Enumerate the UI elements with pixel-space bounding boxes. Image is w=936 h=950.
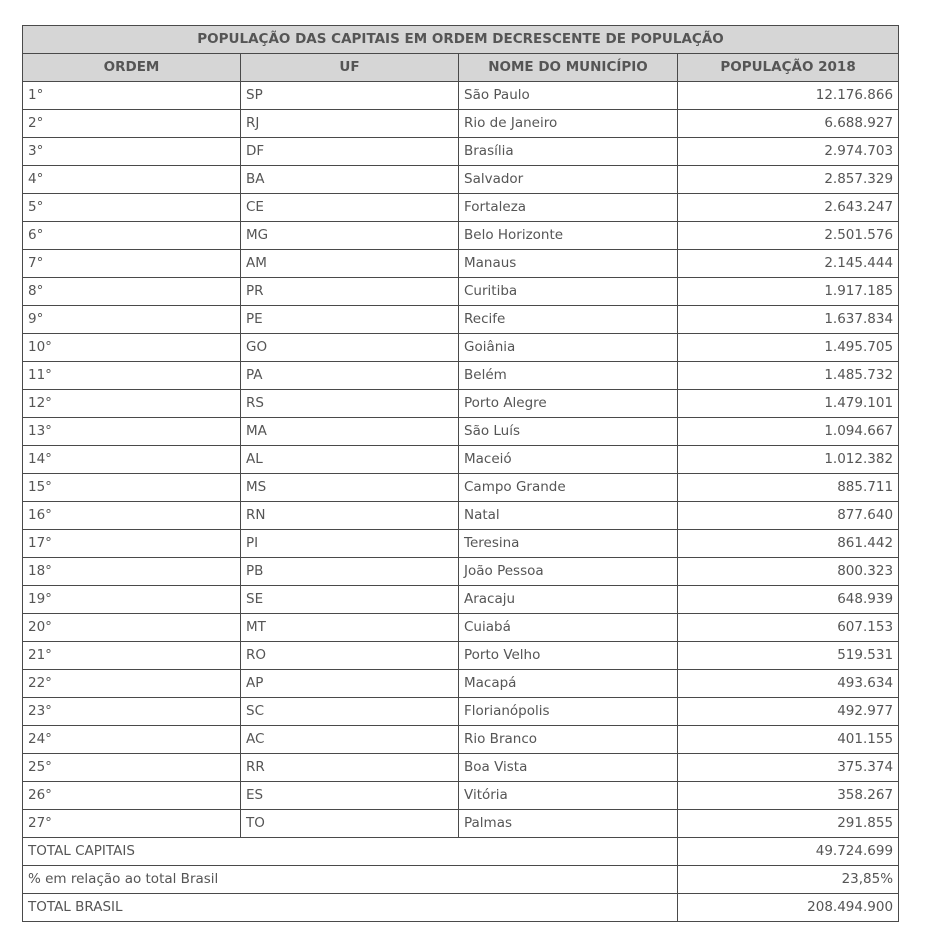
table-row: [23, 166, 899, 194]
cell-ordem: 9°: [23, 306, 241, 334]
cell-municipio: Goiânia: [459, 334, 678, 362]
table-row: [23, 474, 899, 502]
cell-ordem: 26°: [23, 782, 241, 810]
table-row: [23, 642, 899, 670]
cell-populacao: 2.974.703: [678, 138, 899, 166]
cell-uf: SC: [241, 698, 459, 726]
footer-value: 49.724.699: [678, 838, 899, 866]
cell-ordem: 27°: [23, 810, 241, 838]
cell-populacao: 2.857.329: [678, 166, 899, 194]
table-row: [23, 194, 899, 222]
cell-ordem: 25°: [23, 754, 241, 782]
cell-uf: SP: [241, 82, 459, 110]
table-row: [23, 110, 899, 138]
cell-municipio: Macapá: [459, 670, 678, 698]
cell-populacao: 12.176.866: [678, 82, 899, 110]
cell-populacao: 358.267: [678, 782, 899, 810]
table-row: [23, 726, 899, 754]
header-municipio: NOME DO MUNICÍPIO: [459, 54, 678, 82]
cell-populacao: 877.640: [678, 502, 899, 530]
cell-uf: PB: [241, 558, 459, 586]
cell-municipio: Maceió: [459, 446, 678, 474]
cell-ordem: 13°: [23, 418, 241, 446]
footer-value: 23,85%: [678, 866, 899, 894]
cell-uf: MT: [241, 614, 459, 642]
cell-uf: DF: [241, 138, 459, 166]
header-populacao: POPULAÇÃO 2018: [678, 54, 899, 82]
cell-ordem: 19°: [23, 586, 241, 614]
cell-populacao: 492.977: [678, 698, 899, 726]
cell-ordem: 2°: [23, 110, 241, 138]
cell-populacao: 607.153: [678, 614, 899, 642]
table-row: [23, 362, 899, 390]
cell-ordem: 10°: [23, 334, 241, 362]
cell-uf: MA: [241, 418, 459, 446]
table-row: [23, 782, 899, 810]
cell-populacao: 2.501.576: [678, 222, 899, 250]
cell-municipio: João Pessoa: [459, 558, 678, 586]
header-uf: UF: [241, 54, 459, 82]
table-row: [23, 334, 899, 362]
cell-ordem: 8°: [23, 278, 241, 306]
cell-populacao: 2.145.444: [678, 250, 899, 278]
cell-uf: BA: [241, 166, 459, 194]
table-row: [23, 82, 899, 110]
cell-uf: RS: [241, 390, 459, 418]
cell-populacao: 885.711: [678, 474, 899, 502]
cell-populacao: 2.643.247: [678, 194, 899, 222]
table-title-row: [23, 26, 899, 54]
cell-municipio: Palmas: [459, 810, 678, 838]
table-row: [23, 446, 899, 474]
cell-ordem: 14°: [23, 446, 241, 474]
cell-uf: PE: [241, 306, 459, 334]
cell-municipio: Belo Horizonte: [459, 222, 678, 250]
cell-uf: SE: [241, 586, 459, 614]
population-table: [22, 25, 899, 922]
cell-municipio: Florianópolis: [459, 698, 678, 726]
cell-ordem: 4°: [23, 166, 241, 194]
cell-uf: AC: [241, 726, 459, 754]
cell-ordem: 3°: [23, 138, 241, 166]
cell-ordem: 22°: [23, 670, 241, 698]
cell-ordem: 23°: [23, 698, 241, 726]
table-row: [23, 418, 899, 446]
cell-municipio: Rio de Janeiro: [459, 110, 678, 138]
footer-label: TOTAL BRASIL: [23, 894, 678, 922]
cell-populacao: 493.634: [678, 670, 899, 698]
cell-ordem: 20°: [23, 614, 241, 642]
cell-ordem: 1°: [23, 82, 241, 110]
cell-ordem: 7°: [23, 250, 241, 278]
cell-municipio: São Paulo: [459, 82, 678, 110]
footer-row-percent: [23, 866, 899, 894]
cell-municipio: Vitória: [459, 782, 678, 810]
cell-uf: ES: [241, 782, 459, 810]
cell-uf: AL: [241, 446, 459, 474]
cell-uf: PR: [241, 278, 459, 306]
footer-row-total-brasil: [23, 894, 899, 922]
cell-municipio: Cuiabá: [459, 614, 678, 642]
cell-populacao: 861.442: [678, 530, 899, 558]
cell-populacao: 1.479.101: [678, 390, 899, 418]
cell-populacao: 1.917.185: [678, 278, 899, 306]
cell-populacao: 401.155: [678, 726, 899, 754]
table-row: [23, 138, 899, 166]
footer-value: 208.494.900: [678, 894, 899, 922]
cell-uf: AP: [241, 670, 459, 698]
cell-municipio: Belém: [459, 362, 678, 390]
cell-uf: GO: [241, 334, 459, 362]
cell-municipio: Brasília: [459, 138, 678, 166]
cell-ordem: 15°: [23, 474, 241, 502]
cell-ordem: 17°: [23, 530, 241, 558]
cell-municipio: Salvador: [459, 166, 678, 194]
cell-uf: TO: [241, 810, 459, 838]
cell-ordem: 16°: [23, 502, 241, 530]
cell-populacao: 1.094.667: [678, 418, 899, 446]
cell-municipio: Boa Vista: [459, 754, 678, 782]
header-ordem: ORDEM: [23, 54, 241, 82]
cell-municipio: Teresina: [459, 530, 678, 558]
cell-municipio: Porto Velho: [459, 642, 678, 670]
cell-ordem: 6°: [23, 222, 241, 250]
cell-uf: MG: [241, 222, 459, 250]
cell-municipio: Recife: [459, 306, 678, 334]
cell-populacao: 375.374: [678, 754, 899, 782]
table-row: [23, 390, 899, 418]
cell-ordem: 12°: [23, 390, 241, 418]
table-row: [23, 810, 899, 838]
cell-uf: RN: [241, 502, 459, 530]
cell-ordem: 5°: [23, 194, 241, 222]
table-row: [23, 306, 899, 334]
table-title: POPULAÇÃO DAS CAPITAIS EM ORDEM DECRESCENTE DE POPULAÇÃO: [23, 26, 899, 54]
cell-uf: PA: [241, 362, 459, 390]
table-row: [23, 278, 899, 306]
table-row: [23, 754, 899, 782]
cell-populacao: 800.323: [678, 558, 899, 586]
cell-municipio: Fortaleza: [459, 194, 678, 222]
cell-populacao: 1.637.834: [678, 306, 899, 334]
cell-populacao: 1.012.382: [678, 446, 899, 474]
table-row: [23, 698, 899, 726]
footer-label: TOTAL CAPITAIS: [23, 838, 678, 866]
cell-municipio: Porto Alegre: [459, 390, 678, 418]
cell-uf: MS: [241, 474, 459, 502]
cell-ordem: 21°: [23, 642, 241, 670]
cell-municipio: Rio Branco: [459, 726, 678, 754]
cell-ordem: 18°: [23, 558, 241, 586]
cell-municipio: Campo Grande: [459, 474, 678, 502]
cell-municipio: Aracaju: [459, 586, 678, 614]
cell-populacao: 1.485.732: [678, 362, 899, 390]
cell-municipio: São Luís: [459, 418, 678, 446]
cell-populacao: 519.531: [678, 642, 899, 670]
table-row: [23, 502, 899, 530]
cell-municipio: Natal: [459, 502, 678, 530]
table-row: [23, 530, 899, 558]
table-row: [23, 558, 899, 586]
table-row: [23, 670, 899, 698]
cell-ordem: 24°: [23, 726, 241, 754]
cell-uf: AM: [241, 250, 459, 278]
cell-populacao: 1.495.705: [678, 334, 899, 362]
cell-populacao: 648.939: [678, 586, 899, 614]
cell-uf: CE: [241, 194, 459, 222]
footer-label: % em relação ao total Brasil: [23, 866, 678, 894]
table-row: [23, 250, 899, 278]
cell-uf: RR: [241, 754, 459, 782]
cell-uf: RJ: [241, 110, 459, 138]
cell-populacao: 291.855: [678, 810, 899, 838]
cell-uf: PI: [241, 530, 459, 558]
cell-municipio: Manaus: [459, 250, 678, 278]
cell-municipio: Curitiba: [459, 278, 678, 306]
cell-populacao: 6.688.927: [678, 110, 899, 138]
table-header-row: [23, 54, 899, 82]
footer-row-total-capitais: [23, 838, 899, 866]
table-row: [23, 586, 899, 614]
cell-uf: RO: [241, 642, 459, 670]
cell-ordem: 11°: [23, 362, 241, 390]
table-body: [23, 82, 899, 838]
table-row: [23, 614, 899, 642]
table-row: [23, 222, 899, 250]
